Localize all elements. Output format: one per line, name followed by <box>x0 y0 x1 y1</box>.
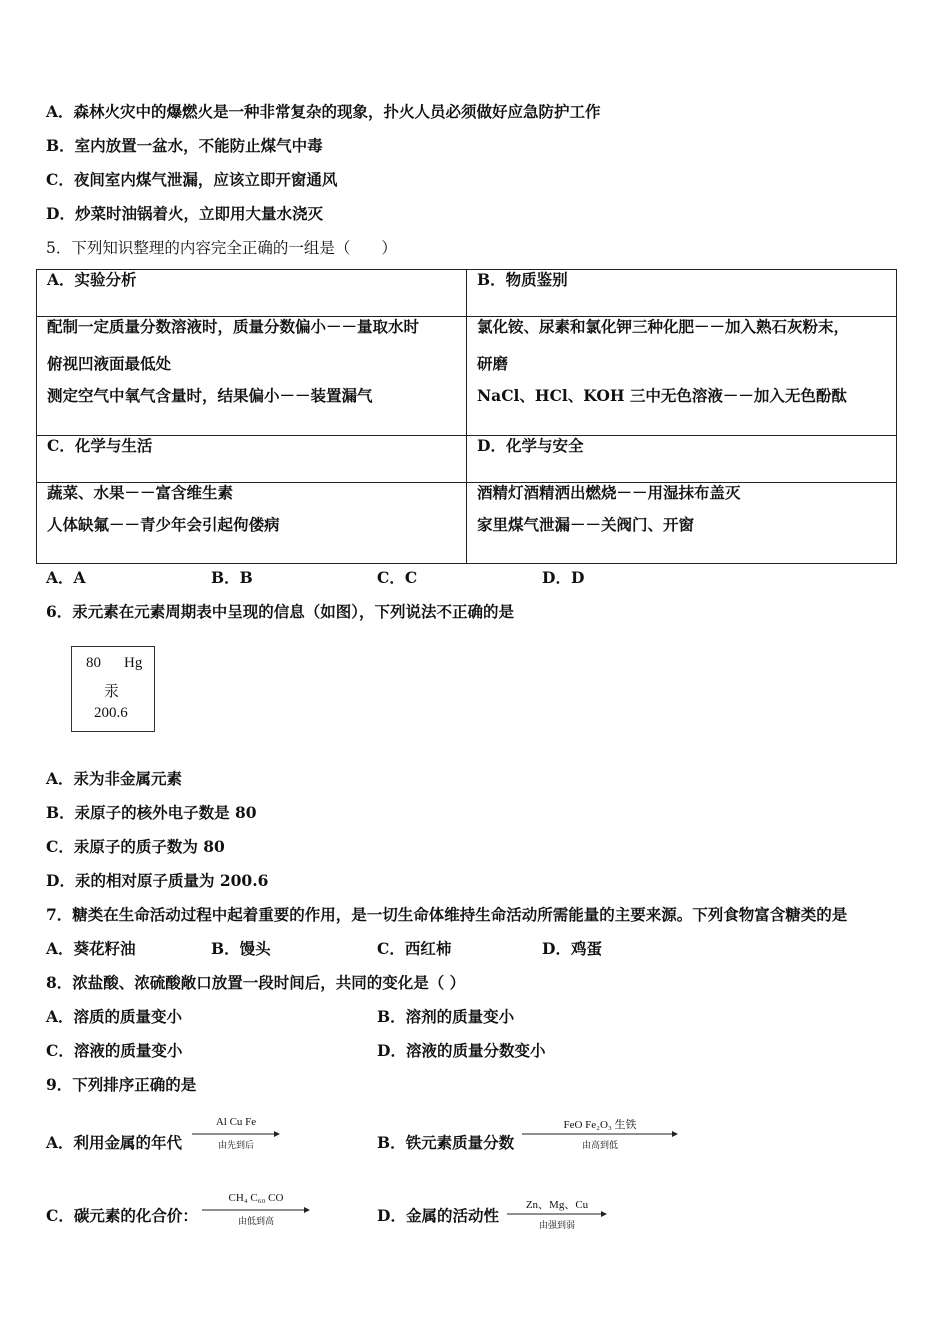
q6-option-b: B．汞原子的核外电子数是 80 <box>46 803 257 822</box>
q5-knowledge-table <box>36 269 897 564</box>
q9-option-d-arrow: Zn、Mg、Cu 由强到弱 <box>507 1196 607 1232</box>
q9-option-a-arrow: Al Cu Fe 由先到后 <box>192 1116 280 1152</box>
table-head-a: A．实验分析 <box>37 270 467 317</box>
q7-option-d: D．鸡蛋 <box>542 939 602 958</box>
table-body-d: 酒精灯酒精洒出燃烧－－用湿抹布盖灭 家里煤气泄漏－－关阀门、开窗 <box>467 483 897 564</box>
q7-option-a: A．葵花籽油 <box>46 939 136 958</box>
q9-option-c-arrow: CH₄ C₆₀ CO 由低到高 <box>202 1192 310 1228</box>
q6-option-a: A．汞为非金属元素 <box>46 769 183 788</box>
q5-option-d: D．D <box>542 568 585 587</box>
right-arrow-icon <box>192 1130 280 1138</box>
q4-option-b: B．室内放置一盆水，不能防止煤气中毒 <box>46 136 323 155</box>
q8-option-b: B．溶剂的质量变小 <box>377 1007 515 1026</box>
table-body-c: 蔬菜、水果－－富含维生素 人体缺氟－－青少年会引起佝偻病 <box>37 483 467 564</box>
q9-option-d-label: D．金属的活动性 <box>377 1206 499 1225</box>
q5-option-b: B．B <box>211 568 253 587</box>
q7-stem: 7．糖类在生命活动过程中起着重要的作用，是一切生命体维持生命活动所需能量的主要来源。下列食物富含糖类的是 <box>46 905 848 924</box>
mercury-element-card <box>71 646 155 732</box>
q4-option-d: D．炒菜时油锅着火，立即用大量水浇灭 <box>46 204 323 223</box>
q8-option-d: D．溶液的质量分数变小 <box>377 1041 546 1060</box>
q8-stem: 8．浓盐酸、浓硫酸敞口放置一段时间后，共同的变化是（ ） <box>46 973 466 992</box>
q8-option-a: A．溶质的质量变小 <box>46 1007 183 1026</box>
right-arrow-icon <box>507 1210 607 1218</box>
q8-option-c: C．溶液的质量变小 <box>46 1041 183 1060</box>
q4-option-a: A．森林火灾中的爆燃火是一种非常复杂的现象，扑火人员必须做好应急防护工作 <box>46 102 601 121</box>
atomic-number: 80 <box>86 655 101 671</box>
q5-option-a: A．A <box>46 568 86 587</box>
q7-option-c: C．西红柿 <box>377 939 452 958</box>
q5-option-c: C．C <box>377 568 418 587</box>
right-arrow-icon <box>522 1130 678 1138</box>
element-name: 汞 <box>104 684 120 700</box>
q9-stem: 9．下列排序正确的是 <box>46 1075 197 1094</box>
element-symbol: Hg <box>124 655 143 671</box>
q9-option-a-label: A．利用金属的年代 <box>46 1133 183 1152</box>
q6-stem: 6．汞元素在元素周期表中呈现的信息（如图），下列说法不正确的是 <box>46 602 515 621</box>
table-head-d: D．化学与安全 <box>467 436 897 483</box>
q5-stem: 5．下列知识整理的内容完全正确的一组是（ ） <box>46 239 397 257</box>
q6-option-d: D．汞的相对原子质量为 200.6 <box>46 871 269 890</box>
right-arrow-icon <box>202 1206 310 1214</box>
q7-option-b: B．馒头 <box>211 939 271 958</box>
table-body-b: 氯化铵、尿素和氯化钾三种化肥－－加入熟石灰粉末， 研磨 NaCl、HCl、KOH 三中无色溶液－－加入无色酚酞 <box>467 317 897 436</box>
q9-option-b-arrow: FeO Fe₂O₃ 生铁 由高到低 <box>522 1116 678 1152</box>
atomic-mass: 200.6 <box>94 705 128 721</box>
table-head-b: B．物质鉴别 <box>467 270 897 317</box>
q9-option-b-label: B．铁元素质量分数 <box>377 1133 515 1152</box>
q6-option-c: C．汞原子的质子数为 80 <box>46 837 225 856</box>
table-body-a: 配制一定质量分数溶液时，质量分数偏小－－量取水时 俯视凹液面最低处 测定空气中氧气含量时，结果偏小－－装置漏气 <box>37 317 467 436</box>
q4-option-c: C．夜间室内煤气泄漏，应该立即开窗通风 <box>46 170 338 189</box>
q9-option-c-label: C．碳元素的化合价： <box>46 1206 198 1225</box>
table-head-c: C．化学与生活 <box>37 436 467 483</box>
